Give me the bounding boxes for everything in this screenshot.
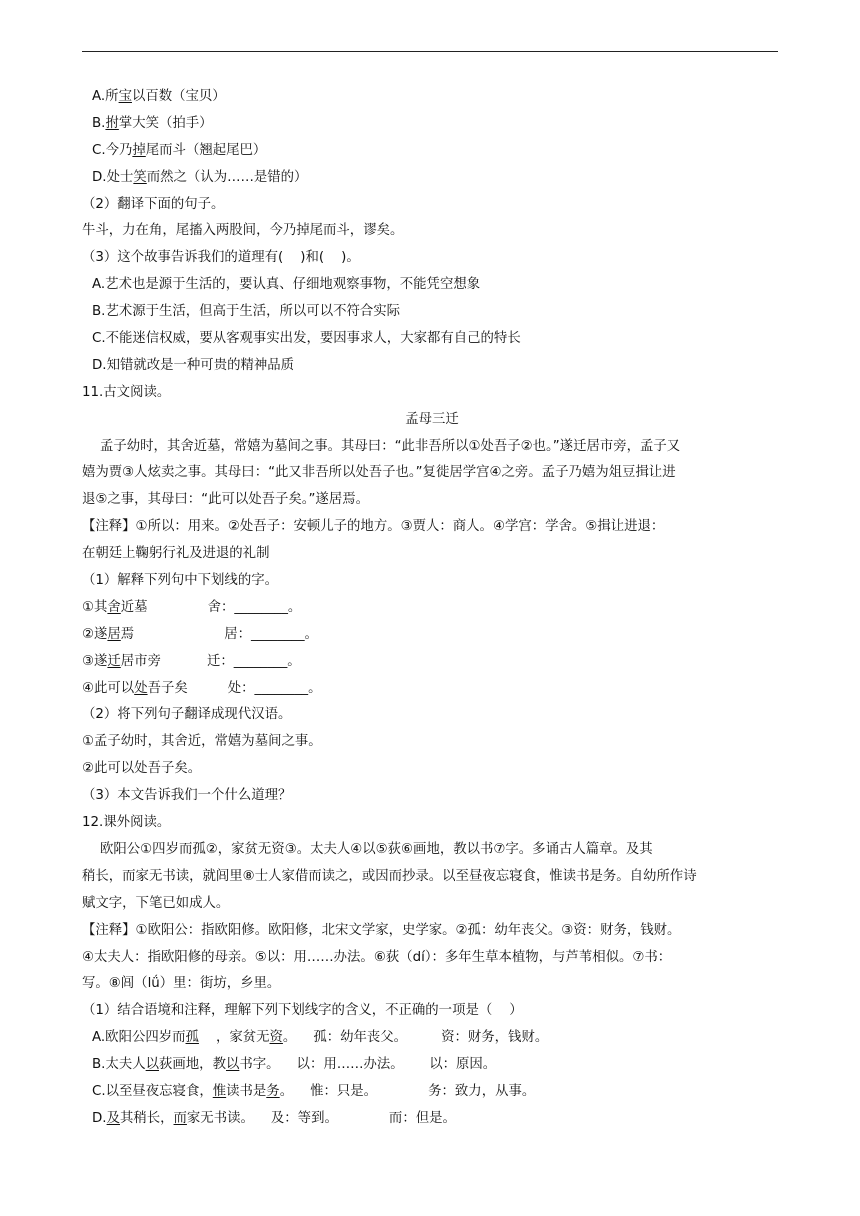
q10-3-option-a: A.艺术也是源于生活的，要认真、仔细地观察事物，不能凭空想象 xyxy=(92,277,481,293)
answer-blank: 迁：________。 xyxy=(206,653,301,669)
q10-3-label: （3）这个故事告诉我们的道理有( )和( )。 xyxy=(82,250,360,266)
answer-blank: 居：________。 xyxy=(224,626,318,642)
q11-text-line: 孟子幼时，其舍近墓，常嬉为墓间之事。其母曰：“此非吾所以①处吾子②也。”遂迁居市旁，孟子又 xyxy=(100,438,681,454)
q10-1-option-a: A.所宝以百数（宝贝） xyxy=(92,89,226,104)
q11-text-line: 退⑤之事，其母曰：“此可以处吾子矣。”遂居焉。 xyxy=(82,492,369,508)
q12-text-line: 稍长，而家无书读，就闾里⑧士人家借而读之，或因而抄录。以至昼夜忘寝食，惟读书是务。自幼所作诗 xyxy=(82,868,697,884)
q10-3-option-c: C.不能迷信权威，要从客观事实出发，要因事求人，大家都有自己的特长 xyxy=(92,331,521,347)
q12-heading: 12.课外阅读。 xyxy=(82,815,171,831)
q11-1-item: ②遂居焉 居：________。 xyxy=(82,626,318,642)
q12-note-line: 【注释】①欧阳公：指欧阳修。欧阳修，北宋文学家，史学家。②孤：幼年丧父。③资：财务，钱财。 xyxy=(82,922,681,938)
q11-1-label: （1）解释下列句中下划线的字。 xyxy=(82,573,278,589)
q10-1-option-c: C.今乃掉尾而斗（翘起尾巴） xyxy=(92,142,267,158)
q10-3-option-b: B.艺术源于生活，但高于生活，所以可以不符合实际 xyxy=(92,304,401,320)
header-rule xyxy=(82,51,778,52)
q12-1-option-a: A.欧阳公四岁而孤 ，家贫无资。 孤：幼年丧父。 资：财务，钱财。 xyxy=(92,1030,549,1046)
q11-note-line: 在朝廷上鞠躬行礼及进退的礼制 xyxy=(82,546,270,562)
q11-title: 孟母三迁 xyxy=(405,411,459,427)
document-page xyxy=(82,84,782,1133)
q12-1-option-b: B.太夫人以荻画地，教以书字。 以：用……办法。 以：原因。 xyxy=(92,1057,497,1073)
q11-text-line: 嬉为贾③人炫卖之事。其母曰：“此又非吾所以处吾子也。”复徙居学宫④之旁。孟子乃嬉为俎豆揖让进 xyxy=(82,465,676,481)
q12-1-option-c: C.以至昼夜忘寝食，惟读书是务。 惟：只是。 务：致力，从事。 xyxy=(92,1083,536,1099)
q12-1-label: （1）结合语境和注释，理解下列下划线字的含义，不正确的一项是（ ） xyxy=(82,1003,523,1019)
q12-note-line: ④太夫人：指欧阳修的母亲。⑤以：用……办法。⑥荻（dí）：多年生草本植物，与芦苇相似。⑦书： xyxy=(82,949,672,965)
q11-2-label: （2）将下列句子翻译成现代汉语。 xyxy=(82,707,292,723)
q12-text-line: 欧阳公①四岁而孤②，家贫无资③。太夫人④以⑤荻⑥画地，教以书⑦字。多诵古人篇章。及其 xyxy=(100,841,653,857)
q11-1-item: ①其舍近墓 舍：________。 xyxy=(82,599,302,615)
q10-2-label: （2）翻译下面的句子。 xyxy=(82,196,225,212)
q10-2-sentence: 牛斗，力在角，尾搐入两股间，今乃掉尾而斗，谬矣。 xyxy=(82,223,404,239)
answer-blank: 舍：________。 xyxy=(207,599,302,615)
q11-heading: 11.古文阅读。 xyxy=(82,384,171,400)
q11-2-item: ②此可以处吾子矣。 xyxy=(82,761,202,777)
q11-2-item: ①孟子幼时，其舍近，常嬉为墓间之事。 xyxy=(82,734,322,750)
q12-text-line: 赋文字，下笔已如成人。 xyxy=(82,895,230,911)
answer-blank: 处：________。 xyxy=(227,680,322,696)
q10-1-option-d: D.处士笑而然之（认为……是错的） xyxy=(92,169,308,185)
q11-1-item: ③遂迁居市旁 迁：________。 xyxy=(82,653,301,669)
q11-1-item: ④此可以处吾子矣 处：________。 xyxy=(82,680,322,696)
q11-note-line: 【注释】①所以：用来。②处吾子：安顿儿子的地方。③贾人：商人。④学宫：学舍。⑤揖让进退： xyxy=(82,519,665,535)
q10-1-option-b: B.拊掌大笑（拍手） xyxy=(92,115,213,131)
q11-3-label: （3）本文告诉我们一个什么道理？ xyxy=(82,788,292,804)
q12-1-option-d: D.及其稍长，而家无书读。 及：等到。 而：但是。 xyxy=(92,1110,456,1126)
q10-3-option-d: D.知错就改是一种可贵的精神品质 xyxy=(92,357,295,373)
q12-note-line: 写。⑧闾（lǘ）里：街坊，乡里。 xyxy=(82,976,281,992)
